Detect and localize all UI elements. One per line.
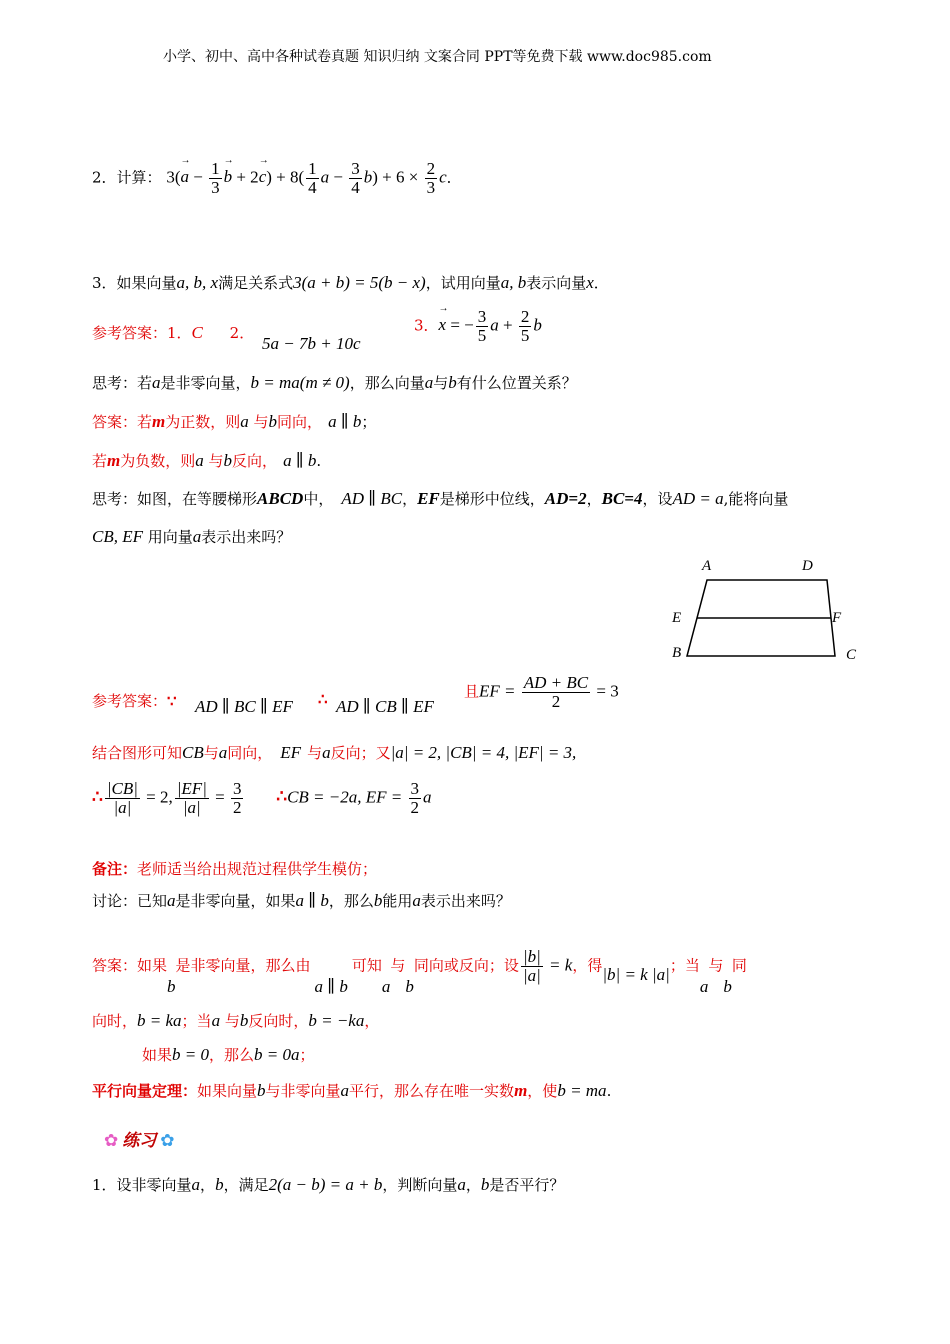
- think-2-cont: CB, EF 用向量a表示出来吗？: [92, 527, 292, 546]
- answer-2-expression: 5a − 7b + 10c: [262, 334, 361, 353]
- answer-discussion-3: 如果b = 0，那么b = 0a；: [142, 1045, 315, 1064]
- trapezoid-figure: [660, 552, 870, 667]
- fraction: $\frac{3}{4}$: [351, 159, 360, 197]
- fraction: $\frac{|b|}{|a|}$: [522, 947, 541, 985]
- page-header: 小学、初中、高中各种试卷真题 知识归纳 文案合同 PPT等免费下载 www.doc985.com: [163, 49, 712, 65]
- parallel-2: AD ∥ CB ∥ EF: [336, 697, 434, 716]
- answer-3-expression: 3．→ x = − $\frac{3}{5}$ a + $\frac{2}{5}$ b: [414, 308, 542, 345]
- practice-question-1: 1．设非零向量a，b，满足2(a − b) = a + b，判断向量a，b是否平行？: [92, 1175, 565, 1194]
- reference-answer-3: 结合图形可知CB与a同向， EF 与a反向；又|a| = 2, |CB| = 4, |EF| = 3,: [92, 743, 577, 762]
- think-1: 思考：若a是非零向量，b = ma(m ≠ 0)，那么向量a与b有什么位置关系？: [92, 373, 577, 392]
- vertex-c: C: [846, 647, 857, 663]
- star-icon: ✿: [160, 1131, 175, 1151]
- parallel-vector-theorem: 平行向量定理：如果向量b与非零向量a平行，那么存在唯一实数m，使b = ma.: [92, 1081, 612, 1100]
- therefore-1: ∴: [318, 690, 328, 708]
- practice-title: 练习: [122, 1131, 157, 1151]
- vertex-d: D: [802, 558, 813, 574]
- fraction: $\frac{2}{5}$: [520, 307, 530, 345]
- question-2: 2．计算： 3(→ a − $\frac{1}{3}$ → b + 2→ c) + 8( $\frac{1}{4}$ a − $\frac{3}{4}$ b) + 6 × $\frac{2}{3}$ c．: [92, 160, 462, 197]
- point-f: F: [832, 610, 842, 626]
- fraction: $\frac{3}{2}$: [410, 779, 419, 817]
- reference-answer-1: 参考答案：1．C 2．: [92, 323, 255, 342]
- answer-positive: 答案：若m为正数，则a 与b同向， a ∥ b；: [92, 412, 377, 431]
- fraction: $\frac{|EF|}{|a|}$: [176, 779, 207, 817]
- discussion: 讨论：已知a是非零向量，如果a ∥ b，那么b能用a表示出来吗？: [92, 891, 511, 910]
- reference-answer-2-label: 参考答案：∵: [92, 692, 177, 710]
- teacher-note: 备注：老师适当给出规范过程供学生模仿；: [92, 860, 378, 878]
- parallel-1: AD ∥ BC ∥ EF: [195, 697, 293, 716]
- ef-value: 且EF = $\frac{AD + BC}{2}$ = 3: [464, 673, 619, 711]
- q2-prefix: 2．计算：: [92, 168, 162, 187]
- fraction: $\frac{|CB|}{|a|}$: [106, 779, 138, 817]
- point-e: E: [672, 610, 682, 626]
- fraction: $\frac{3}{2}$: [232, 779, 242, 817]
- star-icon: ✿: [104, 1131, 119, 1151]
- practice-heading: [104, 1126, 175, 1151]
- answer-discussion-2: 向时，b = ka；当a 与b反向时，b = −ka，: [92, 1011, 380, 1030]
- answer-negative: 若m为负数，则a 与b反向， a ∥ b.: [92, 451, 322, 470]
- fraction: $\frac{1}{4}$: [308, 159, 317, 197]
- answer-discussion: 答案：如果b是非零向量，那么由a ∥ b可知a与b同向或反向；设 $\frac{|b|}{|a|}$ = k，得|b| = k |a|；当a与b同: [92, 947, 747, 997]
- think-2: 思考：如图，在等腰梯形ABCD中， AD ∥ BC，EF是梯形中位线，AD=2，BC=4，设AD = a,能将向量: [92, 489, 789, 508]
- fraction: $\frac{1}{3}$: [211, 159, 220, 197]
- question-3: 3．如果向量a, b, x满足关系式3(a + b) = 5(b − x)，试用向量a, b表示向量x．: [92, 273, 609, 292]
- vertex-a: A: [702, 558, 712, 574]
- fraction: $\frac{2}{3}$: [426, 159, 436, 197]
- fraction: $\frac{3}{5}$: [477, 307, 487, 345]
- vertex-b: B: [672, 645, 682, 661]
- reference-answer-4: ∴ $\frac{|CB|}{|a|}$ = 2, $\frac{|EF|}{|a|}$ = $\frac{3}{2}$ ∴CB = −2a, EF = $\frac{3}{2}$ a: [92, 779, 432, 817]
- fraction: $\frac{AD + BC}{2}$: [523, 673, 589, 711]
